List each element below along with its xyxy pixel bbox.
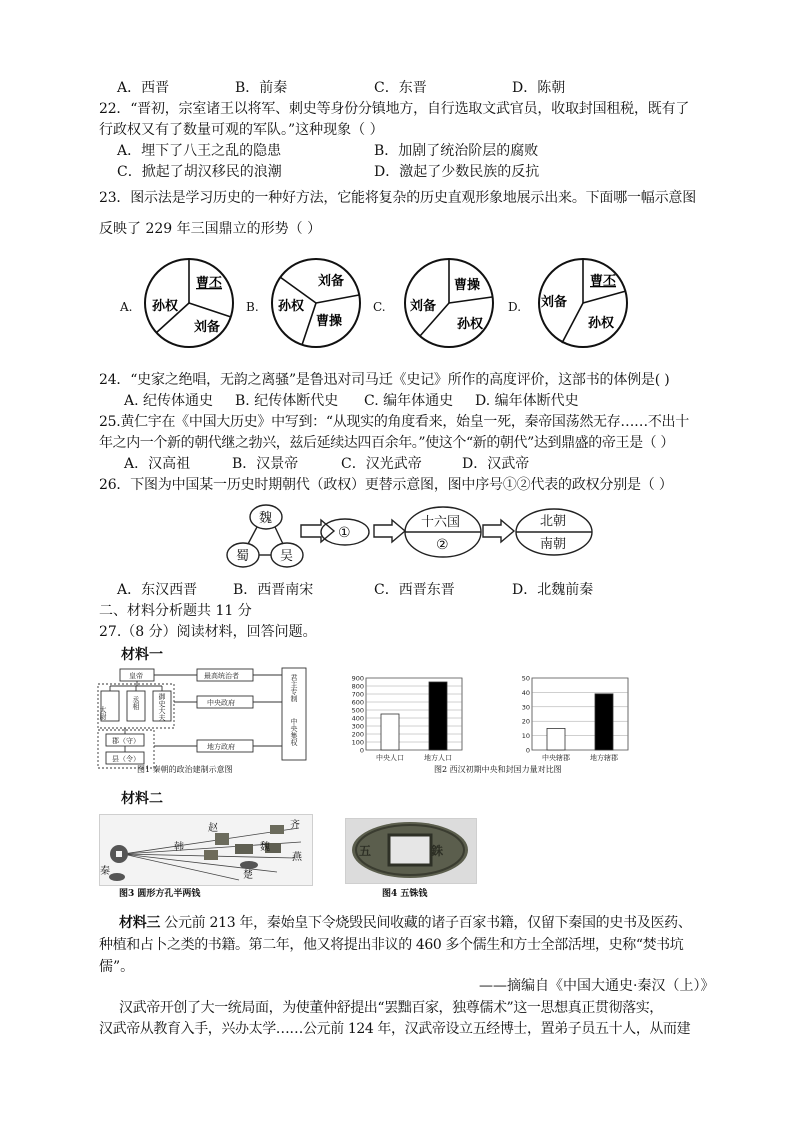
chart-0-ytick-3: 300	[351, 722, 364, 731]
q22-option-b: B．加剧了统治阶层的腐败	[374, 143, 539, 159]
diagram-shu: 蜀	[236, 549, 250, 564]
chart-1-ytick-2: 20	[521, 717, 530, 726]
fig1-right-box2: 中央集权	[290, 718, 298, 746]
chart-1-plot-frame	[532, 678, 628, 750]
wuzhu-coin-illustration	[345, 818, 504, 882]
pie-a	[145, 259, 233, 347]
q21-option-d: D．陈朝	[512, 80, 566, 96]
q25-stem-line1: 25.黄仁宇在《中国大历史》中写到：“从现实的角度看来，始皇一死，秦帝国荡然无存……不出十	[99, 414, 689, 430]
diagram-south: 南朝	[540, 537, 567, 552]
fig1-emperor: 皇帝	[129, 672, 143, 680]
fig3-qin: 秦	[100, 866, 110, 877]
chart-0-ytick-8: 800	[351, 682, 364, 691]
q24-option-c: C. 编年体通史	[364, 393, 454, 409]
chart-0-ytick-9: 900	[351, 674, 364, 683]
material4-line1: 汉武帝开创了大一统局面，为使董仲舒提出“罢黜百家，独尊儒术”这一思想真正贯彻落实，	[119, 1000, 663, 1016]
dynasty-succession-diagram	[0, 498, 794, 578]
pie-d-seg1: 曹丕	[590, 274, 617, 289]
chart-0-ytick-5: 500	[351, 706, 364, 715]
chart-0-ytick-7: 700	[351, 690, 364, 699]
pie-a-seg1: 曹丕	[196, 276, 223, 291]
chart-1-ytick-4: 40	[521, 688, 530, 697]
material3-line3: 儒”。	[99, 959, 135, 975]
fig2-caption: 图2 西汉初期中央和封国力量对比图	[434, 765, 562, 774]
fig4-coin-text: 五銖	[359, 844, 504, 858]
fig1-right-box: 君主专制	[290, 674, 298, 702]
qin-political-system-diagram	[96, 666, 326, 776]
q23-stem-line2: 反映了 229 年三国鼎立的形势（ ）	[99, 221, 322, 237]
pie-b-seg3: 曹操	[316, 314, 343, 329]
pie-c-seg1: 曹操	[454, 278, 481, 293]
population-bar-chart	[340, 672, 470, 764]
fig1-yushi: 御史大夫	[158, 693, 166, 721]
fig1-caption: 图1 秦朝的政治建制示意图	[137, 765, 233, 774]
chart-1-xtick-1: 地方辖郡	[590, 754, 618, 762]
fig3-yan: 燕	[292, 852, 302, 863]
pie-c-seg2: 刘备	[410, 299, 437, 314]
material3-source: ——摘编自《中国大通史·秦汉（上）》	[479, 978, 715, 994]
pie-label-b: B.	[246, 300, 259, 314]
chart-0-bar-0	[381, 714, 399, 750]
q21-option-c: C．东晋	[374, 80, 427, 96]
q25-option-d: D．汉武帝	[462, 456, 530, 472]
chart-0-ytick-4: 400	[351, 714, 364, 723]
material4-line2: 汉武帝从教育入手，兴办太学……公元前 124 年，汉武帝设立五经博士，置弟子员五十人，从而建	[99, 1021, 691, 1037]
q24-option-a: A. 纪传体通史	[124, 393, 214, 409]
material1-title: 材料一	[121, 647, 163, 663]
chart-1-ytick-5: 50	[521, 674, 530, 683]
q24-option-d: D. 编年体断代史	[475, 393, 579, 409]
diagram-wu: 吴	[280, 549, 294, 564]
q22-option-d: D．激起了少数民族的反抗	[374, 164, 540, 180]
pie-d-seg3: 孙权	[588, 316, 615, 331]
chart-0-bar-1	[429, 682, 447, 750]
chart-1-bar-1	[595, 694, 613, 750]
fig4-caption: 图4 五铢钱	[382, 889, 428, 899]
chart-0-ytick-1: 100	[351, 738, 364, 747]
chart-0-ytick-2: 200	[351, 730, 364, 739]
fig1-jun: 郡（守）	[112, 737, 140, 745]
fig1-local-gov: 地方政府	[207, 743, 235, 751]
three-kingdoms-pie-diagrams	[0, 255, 794, 355]
q21-option-b: B．前秦	[235, 80, 288, 96]
chart-1-ytick-0: 0	[525, 746, 530, 755]
q26-option-d: D．北魏前秦	[512, 582, 594, 598]
q22-stem-line2: 行政权又有了数量可观的军队。”这种现象（ ）	[99, 122, 384, 138]
q22-option-c: C．掀起了胡汉移民的浪潮	[117, 164, 282, 180]
chart-0-xtick-1: 地方人口	[424, 754, 452, 762]
q27-stem: 27.（8 分）阅读材料，回答问题。	[99, 624, 317, 640]
fig3-qi: 齐	[290, 820, 300, 831]
section-2-heading: 二、材料分析题共 11 分	[99, 603, 252, 619]
q26-stem: 26．下图为中国某一历史时期朝代（政权）更替示意图，图中序号①②代表的政权分别是（ ）	[99, 477, 673, 493]
pie-a-seg3: 刘备	[194, 320, 221, 335]
q25-option-c: C．汉光武帝	[341, 456, 422, 472]
q26-option-c: C．西晋东晋	[374, 582, 455, 598]
commandery-bar-chart	[506, 672, 636, 764]
diagram-wei: 魏	[259, 511, 273, 526]
fig3-chu: 楚	[243, 870, 253, 881]
q26-option-b: B．西晋南宋	[233, 582, 314, 598]
fig3-wei: 魏	[260, 842, 270, 853]
diagram-one: ①	[338, 525, 351, 541]
pie-b	[272, 259, 360, 347]
diagram-north: 北朝	[540, 514, 567, 529]
material2-title: 材料二	[121, 791, 163, 807]
half-liang-coins-illustration	[99, 814, 311, 884]
pie-d-seg2: 刘备	[541, 295, 568, 310]
pie-c-seg3: 孙权	[457, 317, 484, 332]
material3-title: 材料三	[119, 915, 161, 931]
q22-option-a: A．埋下了八王之乱的隐患	[117, 143, 282, 159]
chart-0-ytick-0: 0	[359, 746, 364, 755]
q24-stem: 24．“史家之绝唱，无韵之离骚”是鲁迅对司马迁《史记》所作的高度评价，这部书的体例是( )	[99, 372, 670, 388]
diagram-two: ②	[436, 537, 449, 553]
chart-1-ytick-3: 30	[521, 703, 530, 712]
pie-d	[539, 259, 627, 347]
q23-stem-line1: 23．图示法是学习历史的一种好方法，它能将复杂的历史直观形象地展示出来。下面哪一幅示意图	[99, 190, 697, 206]
chart-0-xtick-0: 中央人口	[376, 754, 404, 762]
pie-a-seg2: 孙权	[152, 299, 179, 314]
pie-label-d: D.	[508, 300, 522, 314]
fig3-zhao: 赵	[208, 823, 218, 834]
pie-c	[405, 259, 493, 347]
q26-option-a: A．东汉西晋	[117, 582, 198, 598]
diagram-sixteen: 十六国	[421, 515, 461, 530]
chart-1-xtick-0: 中央辖郡	[542, 754, 570, 762]
q22-stem-line1: 22．“晋初，宗室诸王以将军、刺史等身份分镇地方，自行选取文武官员，收取封国租税，既有了	[99, 101, 690, 117]
chart-1-bar-0	[547, 728, 565, 750]
fig1-supreme: 最高统治者	[204, 672, 239, 680]
material3-line1	[119, 913, 692, 933]
q25-option-b: B．汉景帝	[232, 456, 299, 472]
fig1-taiwei: 太尉	[99, 706, 107, 720]
fig1-central-gov: 中央政府	[207, 699, 235, 707]
chart-1-ytick-1: 10	[521, 732, 530, 741]
fig3-caption: 图3 圆形方孔半两钱	[119, 889, 201, 899]
pie-b-seg2: 孙权	[278, 299, 305, 314]
material3-text1: 公元前 213 年，秦始皇下令烧毁民间收藏的诸子百家书籍，仅留下秦国的史书及医药、	[160, 915, 692, 931]
material3-line2: 种植和占卜之类的书籍。第二年，他又将提出非议的 460 多个儒生和方士全部活埋，史称“焚书坑	[99, 937, 684, 953]
chart-0-ytick-6: 600	[351, 698, 364, 707]
pie-label-c: C.	[373, 300, 386, 314]
pie-label-a: A.	[120, 300, 133, 314]
q25-stem-line2: 年之内一个新的朝代继之勃兴，兹后延续达四百余年。”使这个“新的朝代”达到鼎盛的帝王是（ ）	[99, 435, 674, 451]
chart-0-plot-frame	[366, 678, 462, 750]
fig1-xian: 县（令）	[112, 755, 140, 763]
q24-option-b: B. 纪传体断代史	[235, 393, 339, 409]
q21-option-a: A．西晋	[117, 80, 170, 96]
pie-b-seg1: 刘备	[318, 274, 345, 289]
fig1-chengxiang: 丞相	[132, 696, 140, 710]
fig3-han: 韩	[174, 842, 184, 853]
q25-option-a: A．汉高祖	[124, 456, 191, 472]
